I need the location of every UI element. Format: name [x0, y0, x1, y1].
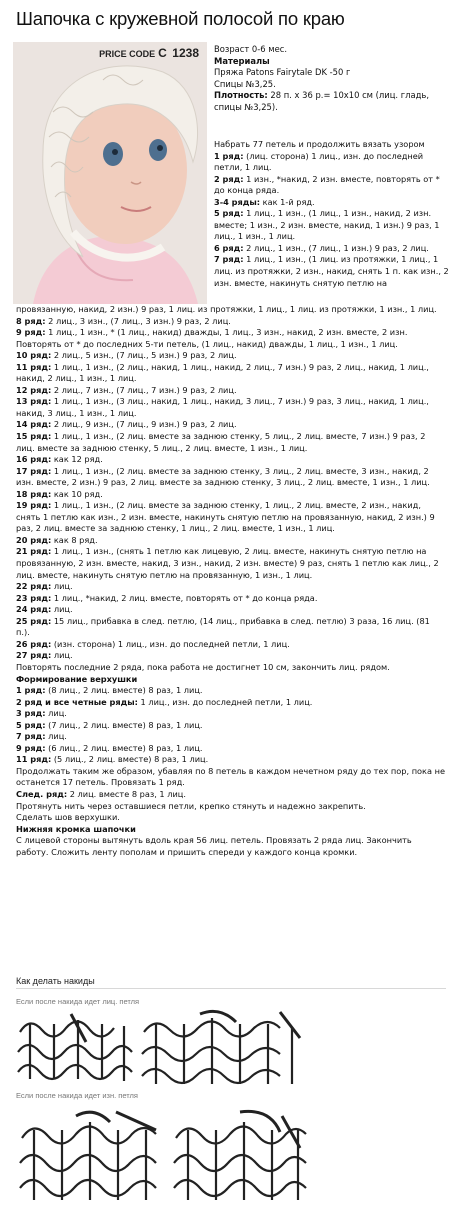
row-text: 1 лиц., *накид, 2 лиц. вместе, повторять от * до конца ряда. [51, 592, 318, 603]
instruction-line [16, 754, 446, 766]
row-text: 2 лиц. вместе 8 раз, 1 лиц. [67, 788, 186, 799]
row-label: 9 ряд: [16, 327, 46, 338]
instruction-line [16, 812, 446, 824]
row-text: 2 лиц., 5 изн., (7 лиц., 5 изн.) 9 раз, 2 лиц. [51, 350, 237, 361]
row-text: 1 лиц., 1 изн., (снять 1 петлю как лицевую, 2 лиц. вместе, накинуть снятую петлю на провязанную, 2 изн. вместе, накид, 3 изн., накид, 2 изн. вместе) 9 раз, снять 1 петлю как лиц., 2 лиц. вместе, накинуть снятую петлю на провязанную, 1 изн., 1 лиц. [16, 546, 439, 580]
row-text: 1 лиц., 1 изн., (2 лиц., накид, 1 лиц., накид, 2 лиц., 7 изн.) 9 раз, 2 лиц., накид, 1 лиц., накид, 2 лиц., 1 изн., 1 лиц. [16, 361, 429, 384]
instruction-line [16, 419, 446, 431]
instruction-line [16, 466, 446, 489]
row-label: 3 ряд: [16, 708, 46, 719]
row-text: как 1-й ряд. [260, 196, 315, 207]
row-label: 21 ряд: [16, 546, 52, 557]
instruction-line [16, 789, 446, 801]
diagram-purl-right [170, 1108, 315, 1203]
row-label: След. ряд: [16, 788, 68, 799]
diagram-purl-left [16, 1108, 166, 1203]
row-label: 16 ряд: [16, 454, 52, 465]
instruction-line [16, 720, 446, 732]
row-text: 15 лиц., прибавка в след. петлю, (14 лиц., прибавка в след. петлю) 3 раза, 16 лиц. (81 п.). [16, 615, 430, 638]
instruction-line [16, 396, 446, 419]
instruction-line [214, 197, 452, 209]
diagram-knit-right [140, 1008, 305, 1088]
row-label: 14 ряд: [16, 419, 52, 430]
instruction-line [16, 743, 446, 755]
row-text: (8 лиц., 2 лиц. вместе) 8 раз, 1 лиц. [45, 685, 203, 696]
materials-title: Материалы [214, 55, 270, 66]
instruction-line [16, 581, 446, 593]
instruction-line [16, 327, 446, 350]
row-label: 1 ряд: [16, 685, 46, 696]
row-text: (6 лиц., 2 лиц. вместе) 8 раз, 1 лиц. [45, 742, 203, 753]
row-label: 8 ряд: [16, 315, 46, 326]
row-label: 7 ряд: [16, 731, 46, 742]
baby-illustration [13, 42, 207, 304]
section-title: Как делать накиды [16, 976, 95, 986]
row-text: (5 лиц., 2 лиц. вместе) 8 раз, 1 лиц. [51, 754, 209, 765]
instruction-line [214, 174, 452, 197]
age: Возраст 0-6 мес. [214, 44, 287, 54]
row-text: Повторять последние 2 ряда, пока работа не достигнет 10 см, закончить лиц. рядом. [16, 661, 390, 672]
row-label: 2 ряд: [214, 173, 244, 184]
row-text: 1 лиц., 1 изн., (1 лиц. из протяжки, 1 лиц., 1 лиц. из протяжки, 2 изн., накид, снять 1 п. как изн., 2 изн. вместе, накинуть снятую петлю на [214, 254, 449, 288]
pattern-code: PRICE CODE C 1238 [99, 46, 199, 60]
row-text: как 8 ряд. [51, 534, 98, 545]
instruction-line [16, 304, 446, 316]
instruction-line [16, 731, 446, 743]
instruction-line [16, 489, 446, 501]
row-label: 5 ряд: [214, 208, 244, 219]
row-text: 1 изн., *накид, 2 изн. вместе, повторять от * до конца ряда. [214, 173, 440, 196]
instruction-line [16, 801, 446, 813]
instruction-line [16, 316, 446, 328]
row-text: 1 лиц., 1 изн., (2 лиц. вместе за заднюю стенку, 3 лиц., 2 лиц. вместе, 3 изн., накид, 2 изн. вместе, 2 изн.) 9 раз, 2 лиц. вместе за заднюю стенку, 3 лиц., 2 лиц. вместе, 1 изн., 1 лиц. [16, 465, 430, 488]
row-label: 6 ряд: [214, 242, 244, 253]
row-label: 24 ряд: [16, 604, 52, 615]
row-label: 25 ряд: [16, 615, 52, 626]
instruction-line [16, 500, 446, 535]
instruction-line [16, 350, 446, 362]
instruction-line [16, 616, 446, 639]
row-text: 1 лиц., изн. до последней петли, 1 лиц. [137, 696, 313, 707]
row-label: 10 ряд: [16, 350, 52, 361]
instruction-line [16, 674, 446, 686]
instruction-line [214, 139, 452, 151]
needles: Спицы №3,25. [214, 78, 276, 89]
instruction-line [16, 835, 446, 858]
row-label: 17 ряд: [16, 465, 52, 476]
instruction-line [16, 650, 446, 662]
row-text: Продолжать таким же образом, убавляя по 8 петель в каждом нечетном ряду до тех пор, пока не останется 17 петель. Провязать 1 ряд. [16, 765, 446, 788]
row-label: 11 ряд: [16, 361, 52, 372]
row-text: (лиц. сторона) 1 лиц., изн. до последней петли, 1 лиц. [214, 150, 424, 173]
row-text: 2 лиц., 3 изн., (7 лиц., 3 изн.) 9 раз, 2 лиц. [45, 315, 231, 326]
instruction-line [16, 535, 446, 547]
row-text: лиц. [45, 731, 67, 742]
row-text: 2 лиц., 7 изн., (7 лиц., 7 изн.) 9 раз, 2 лиц. [51, 384, 237, 395]
row-text: С лицевой стороны вытянуть вдоль края 56 лиц. петель. Провязать 2 ряда лиц. Закончить работу. Сложить ленту пополам и пришить спереди у каждого конца кромки. [16, 835, 412, 857]
row-text: провязанную, накид, 2 изн.) 9 раз, 1 лиц. из протяжки, 1 лиц., 1 лиц. из протяжки, 1 изн., 1 лиц. [16, 304, 437, 314]
row-label: 20 ряд: [16, 534, 52, 545]
row-text: как 12 ряд. [51, 454, 103, 465]
row-label: 5 ряд: [16, 719, 46, 730]
row-label: 18 ряд: [16, 488, 52, 499]
row-text: Протянуть нить через оставшиеся петли, крепко стянуть и надежно закрепить. [16, 800, 366, 811]
instruction-line [16, 708, 446, 720]
row-label: 27 ряд: [16, 650, 52, 661]
instructions-right [214, 139, 452, 289]
row-text: 1 лиц., 1 изн., (2 лиц. вместе за заднюю стенку, 1 лиц., 2 лиц. вместе, 2 изн., накид, снять 1 петлю как изн., 2 изн. вместе, накинуть снятую петлю на провязанную, накид, 2 изн.) 9 раз, 2 лиц. вместе за заднюю стенку, 1 лиц., 2 лиц. вместе, 1 изн., 1 лиц. [16, 500, 435, 534]
row-label: 11 ряд: [16, 754, 52, 765]
row-label: Формирование верхушки [16, 673, 138, 684]
instruction-line [16, 593, 446, 605]
instruction-line [16, 824, 446, 836]
row-label: 22 ряд: [16, 581, 52, 592]
density: Плотность: 28 п. х 36 р.= 10х10 см (лиц. гладь, [214, 90, 430, 101]
row-text: лиц. [51, 650, 73, 661]
row-label: 2 ряд и все четные ряды: [16, 696, 138, 707]
instruction-line [16, 546, 446, 581]
instruction-line [16, 685, 446, 697]
instruction-line [16, 431, 446, 454]
row-label: 23 ряд: [16, 592, 52, 603]
instruction-line [214, 254, 452, 289]
row-text: 2 лиц., 1 изн., (7 лиц., 1 изн.) 9 раз, 2 лиц. [243, 242, 429, 253]
row-text: 1 лиц., 1 изн., (3 лиц., накид, 1 лиц., накид, 3 лиц., 7 изн.) 9 раз, 3 лиц., накид, 1 лиц., накид, 3 лиц., 1 изн., 1 лиц. [16, 396, 429, 418]
row-text: 1 лиц., 1 изн., (2 лиц. вместе за заднюю стенку, 5 лиц., 2 лиц. вместе, 7 изн.) 9 раз, 2 лиц. вместе за заднюю стенку, 5 лиц., 2 лиц. вместе, 1 изн., 1 лиц. [16, 431, 426, 453]
caption-knit: Если после накида идет лиц. петля [16, 997, 140, 1006]
divider [16, 988, 446, 989]
row-text: как 10 ряд. [51, 488, 103, 499]
row-label: 26 ряд: [16, 638, 52, 649]
density-2: спицы №3,25). [214, 101, 278, 112]
diagram-knit-left [16, 1012, 134, 1084]
page-title: Шапочка с кружевной полосой по краю [16, 8, 345, 29]
row-label: 3-4 ряды: [214, 196, 261, 207]
row-text: лиц. [51, 604, 73, 615]
row-label: 19 ряд: [16, 500, 52, 511]
row-text: (изн. сторона) 1 лиц., изн. до последней петли, 1 лиц. [51, 638, 290, 649]
yarn: Пряжа Patons Fairytale DK -50 г [214, 67, 351, 78]
row-label: 9 ряд: [16, 742, 46, 753]
instruction-line [16, 662, 446, 674]
row-text: (7 лиц., 2 лиц. вместе) 8 раз, 1 лиц. [45, 719, 203, 730]
info-block [214, 44, 454, 114]
instruction-line [214, 243, 452, 255]
instruction-line [214, 151, 452, 174]
caption-purl: Если после накида идет изн. петля [16, 1091, 138, 1100]
row-text: 1 лиц., 1 изн., * (1 лиц., накид) дважды, 1 лиц., 3 изн., накид, 2 изн. вместе, 2 изн. Повторять от * до последних 5-ти петель, (1 лиц., накид) дважды, 1 лиц., 1 изн., 1 лиц. [16, 327, 408, 349]
instruction-line [16, 604, 446, 616]
row-label: 12 ряд: [16, 384, 52, 395]
row-text: лиц. [45, 708, 67, 719]
instruction-line [16, 697, 446, 709]
row-text: Сделать шов верхушки. [16, 812, 120, 823]
instructions-main [16, 304, 446, 858]
row-label: 15 ряд: [16, 431, 52, 442]
baby-photo [13, 42, 207, 304]
instruction-line [16, 362, 446, 385]
row-text: 1 лиц., 1 изн., (1 лиц., 1 изн., накид, 2 изн. вместе; 1 изн., 2 изн. вместе, накид, 1 изн.) 9 раз, 1 лиц., 1 изн., 1 лиц. [214, 208, 440, 242]
row-text: лиц. [51, 581, 73, 592]
row-label: 1 ряд: [214, 150, 244, 161]
row-label: 13 ряд: [16, 396, 52, 407]
instruction-line [16, 454, 446, 466]
instruction-line [16, 766, 446, 789]
row-text: 2 лиц., 9 изн., (7 лиц., 9 изн.) 9 раз, 2 лиц. [51, 419, 237, 430]
instruction-line [214, 208, 452, 243]
row-text: Набрать 77 петель и продолжить вязать узором [214, 139, 425, 149]
row-label: 7 ряд: [214, 254, 244, 265]
instruction-line [16, 639, 446, 651]
row-label: Нижняя кромка шапочки [16, 823, 136, 834]
instruction-line [16, 385, 446, 397]
